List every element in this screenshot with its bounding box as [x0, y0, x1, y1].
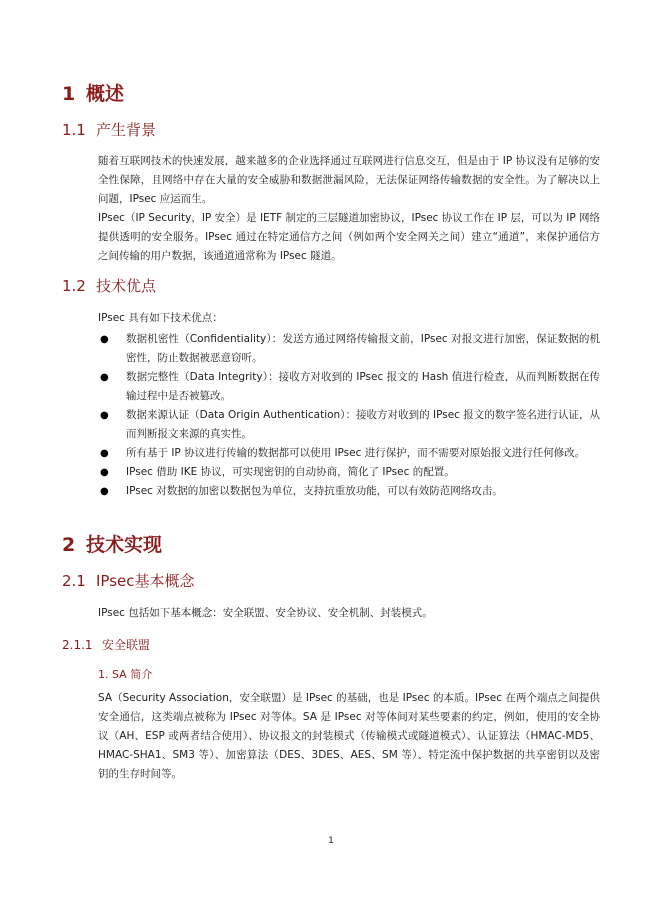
list-item-text: IPsec 对数据的加密以数据包为单位，支持抗重放功能，可以有效防范网络攻击。 — [126, 485, 503, 497]
heading-section-2-1-1 — [62, 637, 150, 653]
paragraph-background-2: IPsec（IP Security，IP 安全）是 IETF 制定的三层隧道加密协议，IPsec 协议工作在 IP 层，可以为 IP 网络提供透明的安全服务。IPsec 通过在特定通信方之间（例如两个安全网关之间）建立“通道”，来保护通信方之间传输的用户数据，该通道通常称为 IPsec 隧道。 — [98, 212, 600, 262]
paragraph-sa-description: SA（Security Association，安全联盟）是 IPsec 的基础，也是 IPsec 的本质。IPsec 在两个端点之间提供安全通信，这类端点被称为 IPsec 对等体。SA 是 IPsec 对等体间对某些要素的约定，例如，使用的安全协议（AH、ESP 或两者结合使用）、协议报文的封装模式（传输模式或隧道模式）、认证算法（HMAC-MD5、HMAC-SHA1、SM3 等）、加密算法（DES、3DES、AES、SM 等）、特定流中保护数据的共享密钥以及密钥的生存时间等。 — [98, 692, 600, 780]
list-item — [98, 368, 600, 406]
heading-section-1-2 — [62, 276, 156, 296]
advantages-list — [98, 330, 600, 501]
bullet-icon: ● — [100, 372, 109, 383]
list-item-text: 数据机密性（Confidentiality）：发送方通过网络传输报文前，IPsec 对报文进行加密，保证数据的机密性，防止数据被恶意窃听。 — [126, 333, 600, 364]
heading-number: 2.1.1 — [62, 638, 93, 652]
list-item-text: 所有基于 IP 协议进行传输的数据都可以使用 IPsec 进行保护，而不需要对原始报文进行任何修改。 — [126, 447, 586, 459]
heading-number: 1.2 — [62, 277, 86, 295]
heading-sa-intro: 1. SA 简介 — [98, 668, 153, 681]
heading-section-2-1 — [62, 571, 195, 591]
heading-section-1 — [62, 82, 124, 106]
heading-number: 2.1 — [62, 572, 86, 590]
heading-section-2 — [62, 533, 162, 557]
list-item — [98, 444, 600, 463]
heading-title: 产生背景 — [96, 121, 157, 139]
paragraph-concepts-intro: IPsec 包括如下基本概念：安全联盟、安全协议、安全机制、封装模式。 — [98, 607, 433, 619]
list-item — [98, 463, 600, 482]
list-item-text: IPsec 借助 IKE 协议，可实现密钥的自动协商，简化了 IPsec 的配置。 — [126, 466, 455, 478]
paragraph-background-1: 随着互联网技术的快速发展，越来越多的企业选择通过互联网进行信息交互，但是由于 IP 协议没有足够的安全性保障，且网络中存在大量的安全威胁和数据泄漏风险，无法保证网络传输数据的安全性。为了解决以上问题，IPsec 应运而生。 — [98, 155, 600, 205]
list-item — [98, 406, 600, 444]
heading-title: IPsec基本概念 — [96, 572, 195, 590]
bullet-icon: ● — [100, 486, 109, 497]
heading-title: 概述 — [86, 83, 125, 105]
heading-number: 2 — [62, 534, 76, 556]
list-item — [98, 482, 600, 501]
heading-title: 安全联盟 — [102, 638, 151, 652]
bullet-icon: ● — [100, 467, 109, 478]
list-item — [98, 330, 600, 368]
bullet-icon: ● — [100, 448, 109, 459]
bullet-icon: ● — [100, 334, 109, 345]
heading-section-1-1 — [62, 120, 156, 140]
list-item-text: 数据完整性（Data Integrity）：接收方对收到的 IPsec 报文的 Hash 值进行检查，从而判断数据在传输过程中是否被篡改。 — [126, 371, 600, 402]
heading-number: 1.1 — [62, 121, 86, 139]
heading-number: 1 — [62, 83, 76, 105]
list-item-text: 数据来源认证（Data Origin Authentication）：接收方对收到的 IPsec 报文的数字签名进行认证，从而判断报文来源的真实性。 — [126, 409, 600, 440]
paragraph-advantages-intro: IPsec 具有如下技术优点： — [98, 312, 223, 324]
bullet-icon: ● — [100, 410, 109, 421]
heading-title: 技术实现 — [86, 534, 163, 556]
heading-title: 技术优点 — [96, 277, 157, 295]
page-number: 1 — [328, 836, 334, 846]
